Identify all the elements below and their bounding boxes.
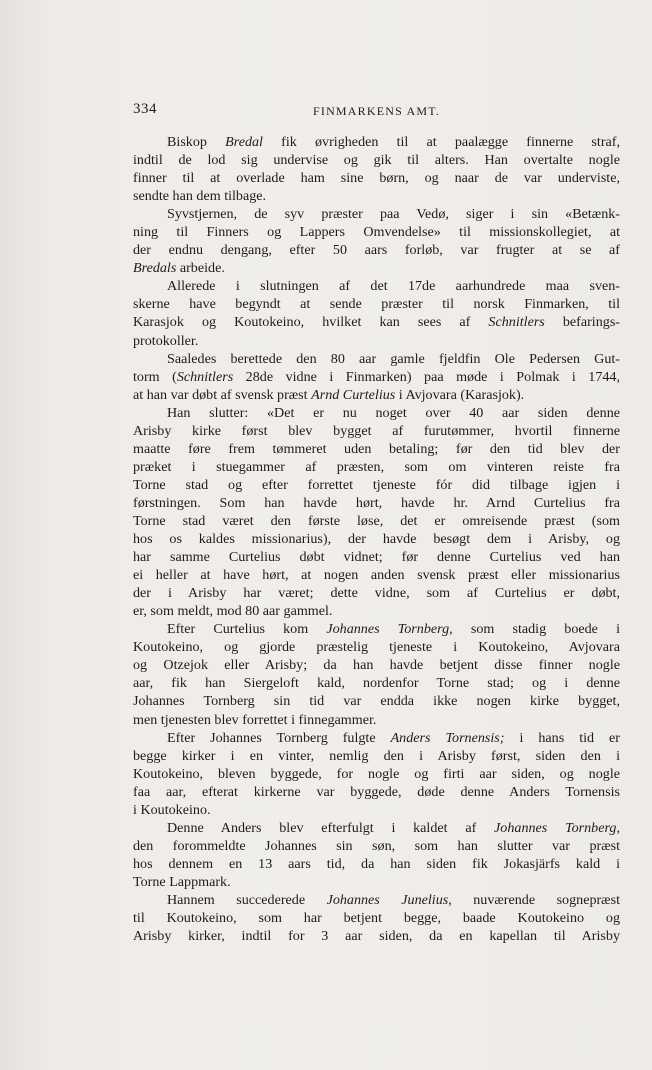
text-line: Efter Johannes Tornberg fulgte Anders Tornensis; i hans tid er [167,729,620,746]
text-line: til Koutokeino, som har betjent begge, baade Koutokeino og [133,910,620,927]
text-line: præket i stuegammer af præsten, som om vinteren reiste fra [133,458,620,475]
text-line: hos os kaldes missionarius), der havde besøgt dem i Arisby, og [133,531,620,548]
text-line: er, som meldt, mod 80 aar gammel. [133,603,333,620]
text-line: hos dennem en 13 aars tid, da han siden fik Jokasjärfs kald i [133,855,620,872]
text-line: Torne stad været den første løse, det er omreisende præst (som [133,512,620,529]
paragraph [133,277,620,349]
text-line: faa aar, efterat kirkerne var byggede, døde denne Anders Tornensis [133,783,620,800]
text-line: sendte han dem tilbage. [133,188,267,205]
italic-name: Bredals [133,260,177,277]
text-line: i Koutokeino. [133,801,211,818]
paragraph [133,729,620,819]
text-line: torm (Schnitlers 28de vidne i Finmarken) paa møde i Polmak i 1744, [133,368,620,385]
text-line: Denne Anders blev efterfulgt i kaldet af Johannes Tornberg, [167,819,620,836]
text-line: Efter Curtelius kom Johannes Tornberg, som stadig boede i [167,621,620,638]
body-text [133,133,620,945]
text-line: at han var døbt af svensk præst Arnd Curtelius i Avjovara (Karasjok). [133,386,525,403]
text-line: ei heller at have hørt, at nogen anden svensk præst eller missionarius [133,567,620,584]
italic-name: Arnd Curtelius [311,386,396,403]
running-head: FINMARKENS AMT. [313,104,441,118]
text-line: Johannes Tornberg sin tid var endda ikke nogen kirke bygget, [133,693,620,710]
paragraph [133,205,620,277]
italic-name: Johannes Tornberg, [326,621,453,638]
text-line: Han slutter: «Det er nu noget over 40 aar siden denne [167,404,620,421]
text-line: Koutokeino, og gjorde præstelig tjeneste i Koutokeino, Avjovara [133,639,620,656]
text-line: Syvstjernen, de syv præster paa Vedø, siger i sin «Betænk- [167,206,620,223]
text-line: Arisby kirke først blev bygget af furutømmer, hvortil finnerne [133,422,620,439]
text-line: Arisby kirker, indtil for 3 aar siden, da en kapellan til Arisby [133,928,620,945]
text-line: Torne stad og efter forrettet tjeneste fór did tilbage igjen i [133,476,620,493]
text-line: Bredals arbeide. [133,260,225,277]
italic-name: Bredal [225,134,263,150]
italic-name: Schnitlers [176,368,234,385]
paragraph [133,891,620,945]
text-line: men tjenesten blev forrettet i finnegammer. [133,711,377,728]
text-line: førstningen. Som han havde hørt, havde hr. Arnd Curtelius fra [133,494,620,511]
text-line: og Otzejok eller Arisby; da han havde betjent disse finner nogle [133,657,620,674]
text-line: der endnu dengang, efter 50 aars forløb, var frugter at se af [133,242,620,259]
text-line: Biskop Bredal fik øvrigheden til at paalægge finnerne straf, [167,134,620,150]
text-line: der i Arisby har været; dette vidne, som af Curtelius er døbt, [133,585,620,602]
text-line: Hannem succederede Johannes Junelius, nuværende sognepræst [167,891,620,908]
paragraph [133,620,620,728]
text-line: Allerede i slutningen af det 17de aarhundrede maa sven- [167,278,620,295]
text-line: har samme Curtelius døbt vidnet; før denne Curtelius ved han [133,549,620,566]
paragraph [133,133,620,205]
text-line: begge kirker i en vinter, nemlig den i Arisby først, siden den i [133,747,620,764]
paragraph [133,819,620,891]
italic-name: Schnitlers [488,314,545,331]
italic-name: Johannes Tornberg, [494,819,620,836]
paragraph [133,350,620,404]
text-line: ning til Finners og Lappers Omvendelse» til missionskollegiet, at [133,224,620,241]
text-line: den forommeldte Johannes sin søn, som han slutter var præst [133,837,620,854]
page-number: 334 [133,101,157,117]
text-line: protokoller. [133,332,199,349]
text-line: finner til at overlade ham sine børn, og naar de var underviste, [133,170,620,187]
text-line: Karasjok og Koutokeino, hvilket kan sees af Schnitlers befarings- [133,314,620,331]
text-line: Koutokeino, bleven byggede, for nogle og firti aar siden, og nogle [133,765,620,782]
text-line: Torne Lappmark. [133,873,231,890]
page-header [133,101,619,121]
text-line: aar, fik han Siergeloft kald, nordenfor Torne stad; og i denne [133,675,620,692]
text-line: maatte føre frem tømmeret uden betaling; før den tid blev der [133,440,620,457]
paragraph [133,404,620,621]
text-line: Saaledes berettede den 80 aar gamle fjeldfin Ole Pedersen Gut- [167,350,620,367]
italic-name: Johannes Junelius, [326,891,452,908]
text-line: skerne have begyndt at sende præster til norsk Finmarken, til [133,296,620,313]
text-line: indtil de lod sig undervise og gik til alters. Han overtalte nogle [133,152,620,169]
italic-name: Anders Tornensis; [390,729,505,746]
